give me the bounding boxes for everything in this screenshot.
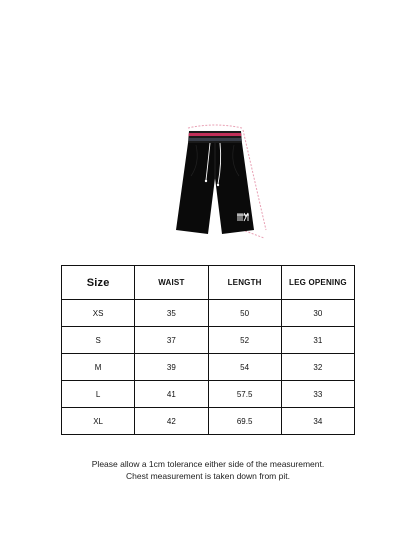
table-row: [62, 408, 355, 435]
cell-size: L: [62, 381, 135, 408]
header-waist: WAIST: [135, 266, 208, 300]
cell-waist: 42: [135, 408, 208, 435]
cell-length: 50: [208, 300, 281, 327]
cell-length: 57.5: [208, 381, 281, 408]
header-length: LENGTH: [208, 266, 281, 300]
cell-size: XS: [62, 300, 135, 327]
size-chart-table: [61, 265, 355, 435]
shorts-icon: [160, 118, 270, 248]
cell-size: S: [62, 327, 135, 354]
waist-measure-line: [188, 125, 242, 128]
note-line-chest: Chest measurement is taken down from pit.: [126, 471, 290, 481]
table-row: [62, 327, 355, 354]
cell-length: 69.5: [208, 408, 281, 435]
table-row: [62, 354, 355, 381]
cell-waist: 35: [135, 300, 208, 327]
header-size: Size: [62, 266, 135, 300]
note-line-tolerance: Please allow a 1cm tolerance either side of the measurement.: [91, 459, 325, 469]
product-image: [160, 118, 270, 248]
waistband: [188, 131, 242, 143]
table-row: [62, 300, 355, 327]
cell-waist: 41: [135, 381, 208, 408]
cell-leg-opening: 31: [281, 327, 354, 354]
cell-leg-opening: 32: [281, 354, 354, 381]
cell-length: 52: [208, 327, 281, 354]
cell-leg-opening: 34: [281, 408, 354, 435]
header-leg-opening: LEG OPENING: [281, 266, 354, 300]
cell-leg-opening: 30: [281, 300, 354, 327]
cell-waist: 39: [135, 354, 208, 381]
table-row: [62, 381, 355, 408]
cell-length: 54: [208, 354, 281, 381]
cell-size: XL: [62, 408, 135, 435]
measurement-note: [0, 458, 416, 482]
table-header-row: [62, 266, 355, 300]
cell-waist: 37: [135, 327, 208, 354]
cell-size: M: [62, 354, 135, 381]
cell-leg-opening: 33: [281, 381, 354, 408]
